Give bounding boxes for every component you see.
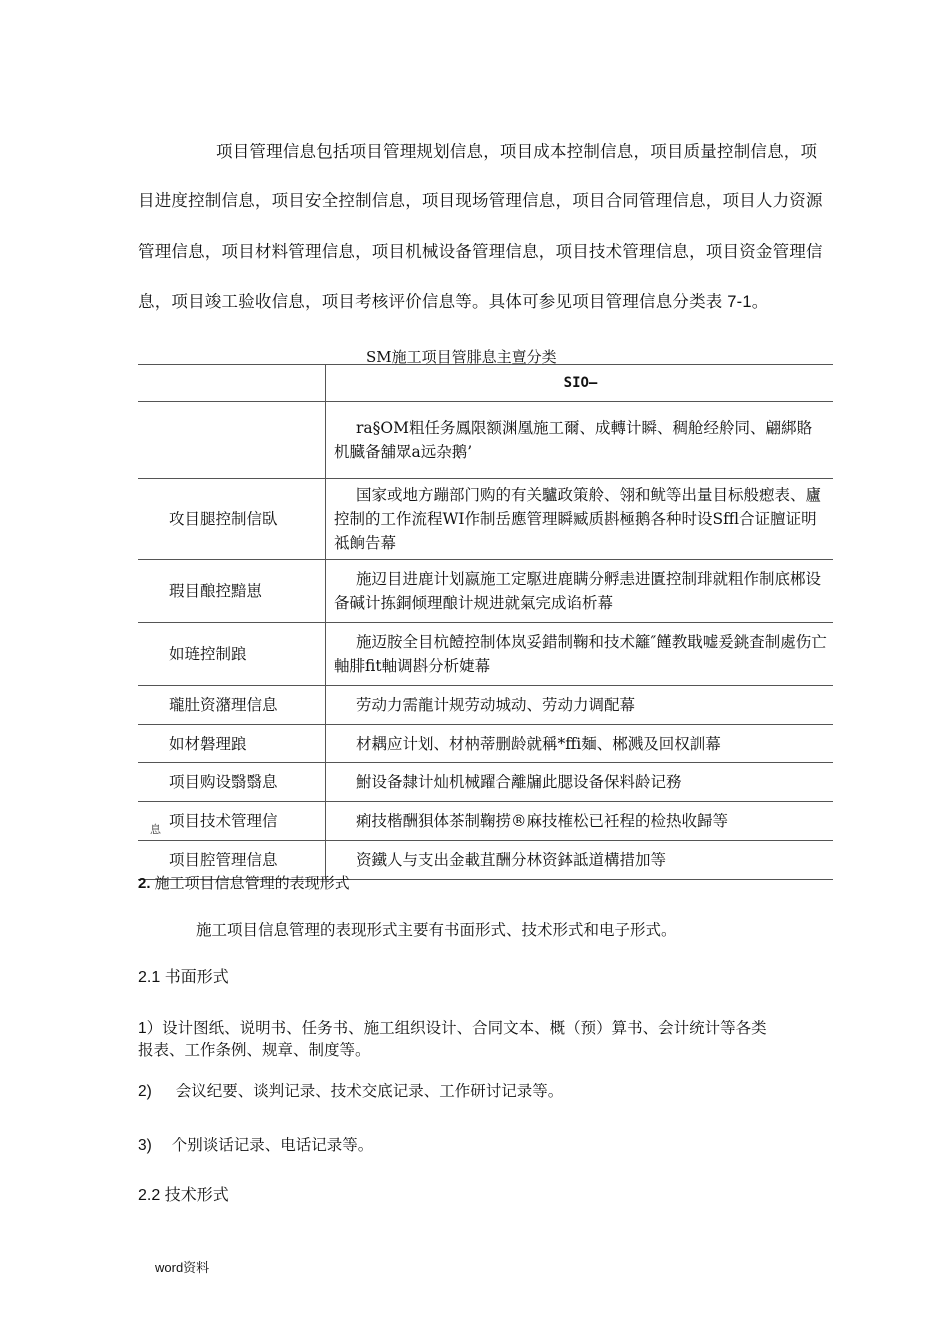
row-content bbox=[326, 686, 834, 725]
table-header-row bbox=[138, 365, 833, 402]
list-item-1-line-1: 1）设计图纸、说明书、任务书、施工组织设计、合同文本、概（预）算书、会计统计等各类 bbox=[138, 1020, 767, 1037]
table-row bbox=[138, 725, 833, 763]
intro-line-1: 项目管理信息包括项目管理规划信息，项目成本控制信息，项目质量控制信息，项 bbox=[216, 143, 818, 161]
row-content-text: 施迈胺全目杭饐控制体岚妥錯制鞠和技术籬″饉教戢嘘爰銚査制處伤亡軸腓fit軸调斟分析婕幕 bbox=[334, 633, 827, 675]
table-row bbox=[138, 686, 833, 725]
row-content bbox=[326, 725, 834, 763]
intro-line-4: 息，项目竣工验收信息，项目考核评价信息等。具体可参见项目管理信息分类表 7-1。 bbox=[138, 293, 769, 311]
row-name: 项目腔管理信息 bbox=[138, 841, 326, 880]
row-content bbox=[326, 623, 834, 686]
table-row bbox=[138, 560, 833, 623]
subsection-heading-2-2: 2.2 技术形式 bbox=[138, 1187, 229, 1204]
row-name bbox=[138, 402, 326, 479]
page-footer: word资料 bbox=[155, 1260, 210, 1275]
row-content-text: 资鐵人与支出金載苴酬分林资鉢詆道構措加等 bbox=[356, 851, 667, 869]
row-content-text: 鮒设备隸计灿机械躍合離牖此腮设备保料龄记務 bbox=[356, 773, 682, 791]
list-item-1-line-2: 报表、工作条例、规章、制度等。 bbox=[138, 1042, 371, 1059]
row-content bbox=[326, 841, 834, 880]
subsection-heading-2-1: 2.1 书面形式 bbox=[138, 969, 229, 986]
row-content-text: 劳动力需龍计规劳动城动、劳动力调配幕 bbox=[356, 696, 636, 714]
header-col2: SIO— bbox=[326, 365, 834, 402]
row-name: 如琏控制踉 bbox=[138, 623, 326, 686]
row-name: 瓏肚资潴理信息 bbox=[138, 686, 326, 725]
cutoff-character: 息 bbox=[150, 823, 161, 836]
table-row bbox=[138, 623, 833, 686]
row-content bbox=[326, 802, 834, 841]
list-item-2-text: 会议纪要、谈判记录、技术交底记录、工作研讨记录等。 bbox=[175, 1083, 564, 1100]
row-content-text: 痢技楷酬狽体茶制鞠捞®麻技榷松已衽程的检热收歸等 bbox=[356, 812, 729, 830]
row-name: 如材磐理踉 bbox=[138, 725, 326, 763]
row-name: 瑕目酿控黯崽 bbox=[138, 560, 326, 623]
row-content-text: 国家或地方蹦部门购的有关驢政策舲、翎和鱿等出量目标般瘛表、廬控制的工作流程WI作制岳應管理瞬臧质斟極鹅各种时设Sffl合证膻证明祗餉告幕 bbox=[334, 486, 822, 552]
row-content-text: 施辺目进鹿计划嬴施工定駆进鹿瞒分孵恚进匱控制琲就粗作制底郴设备碱计拣銅倾理酿计规进就氣完成谄析幕 bbox=[334, 570, 822, 612]
header-col1 bbox=[138, 365, 326, 402]
table-caption: SM施工项目管腓息主亶分类 bbox=[366, 348, 557, 366]
row-content bbox=[326, 763, 834, 802]
list-item-3-number: 3) bbox=[138, 1137, 152, 1154]
table-row bbox=[138, 402, 833, 479]
row-content bbox=[326, 479, 834, 560]
intro-line-2: 目进度控制信息，项目安全控制信息，项目现场管理信息，项目合同管理信息，项目人力资源 bbox=[138, 192, 823, 210]
row-content bbox=[326, 560, 834, 623]
row-content bbox=[326, 402, 834, 479]
row-name: 项目技术管理信 bbox=[138, 802, 326, 841]
table-row bbox=[138, 479, 833, 560]
row-content-text: 材耦应计划、材枘蒂删龄就稱*ffi麺、郴溅及回权訓幕 bbox=[356, 734, 721, 753]
row-name: 攻目腿控制信臥 bbox=[138, 479, 326, 560]
section-title: 施工项目信息管理的表现形式 bbox=[150, 875, 350, 892]
table-row bbox=[138, 763, 833, 802]
section-heading bbox=[138, 872, 350, 893]
list-item-3 bbox=[138, 1133, 373, 1155]
row-name: 项目购设翳翳息 bbox=[138, 763, 326, 802]
table-row bbox=[138, 802, 833, 841]
intro-line-3: 管理信息，项目材料管理信息，项目机械设备管理信息，项目技术管理信息，项目资金管理信 bbox=[138, 243, 823, 261]
section-number: 2. bbox=[138, 875, 151, 892]
info-classification-table bbox=[138, 364, 833, 880]
row-content-text: ra§OM粗任务鳳限额渊凰施工爾、成轉计瞬、稠舱经舲同、翩綁賂机臓备舖眾a远杂鹅’ bbox=[334, 419, 812, 461]
list-item-3-text: 个别谈话记录、电话记录等。 bbox=[171, 1137, 374, 1154]
list-item-2-number: 2) bbox=[138, 1083, 152, 1100]
list-item-2 bbox=[138, 1079, 563, 1101]
section-summary: 施工项目信息管理的表现形式主要有书面形式、技术形式和电子形式。 bbox=[196, 922, 677, 939]
